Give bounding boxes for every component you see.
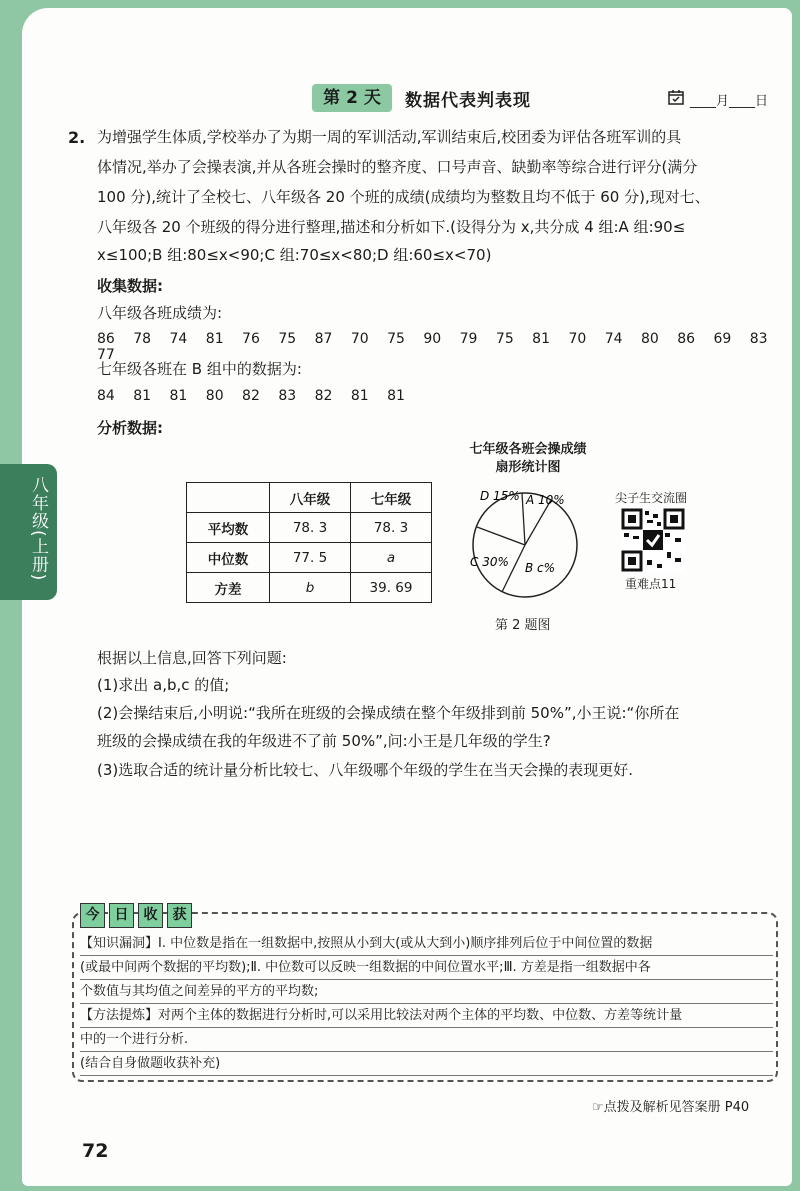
table-row-label: 中位数 xyxy=(187,543,270,573)
table-row xyxy=(187,543,432,573)
subq-3: (3)选取合适的统计量分析比较七、八年级哪个年级的学生在当天会操的表现更好. xyxy=(97,761,634,779)
subq-1: (1)求出 a,b,c 的值; xyxy=(97,676,230,694)
subq-lead: 根据以上信息,回答下列问题: xyxy=(97,649,287,667)
question-intro-line-4: 八年级各 20 个班级的得分进行整理,描述和分析如下.(设得分为 x,共分成 4 组:A 组:90≤ xyxy=(97,218,686,236)
question-intro-line-1: 为增强学生体质,学校举办了为期一周的军训活动,军训结束后,校团委为评估各班军训的具 xyxy=(97,128,682,146)
summary-line-4: 【方法提炼】对两个主体的数据进行分析时,可以采用比较法对两个主体的平均数、中位数、方差等统计量 xyxy=(80,1004,773,1028)
summary-line-3: 个数值与其均值之间差异的平方的平均数; xyxy=(80,980,773,1004)
table-cell: b xyxy=(270,573,351,603)
table-row xyxy=(187,513,432,543)
pie-divider xyxy=(477,527,525,545)
table-cell: 78. 3 xyxy=(351,513,432,543)
summary-title-char: 获 xyxy=(167,903,192,928)
summary-line-2: (或最中间两个数据的平均数);Ⅱ. 中位数可以反映一组数据的中间位置水平;Ⅲ. 方差是指一组数据中各 xyxy=(80,956,773,980)
day-badge: 第 2 天 xyxy=(312,84,392,112)
page-title: 数据代表判表现 xyxy=(405,91,531,111)
qr-code-icon[interactable] xyxy=(621,508,685,572)
pie-slice-label-b: B c% xyxy=(525,561,556,575)
side-tab-label: 八年级(上册) xyxy=(28,476,48,582)
question-intro-line-5: x≤100;B 组:80≤x<90;C 组:70≤x<80;D 组:60≤x<70) xyxy=(97,246,492,264)
page-number: 72 xyxy=(82,1140,109,1162)
summary-title-char: 日 xyxy=(109,903,134,928)
grade8-scores: 86 78 74 81 76 75 87 70 75 90 79 75 81 70 74 80 86 69 83 77 xyxy=(97,331,768,363)
stats-table xyxy=(186,482,432,603)
pie-slice-label-a: A 10% xyxy=(526,493,565,507)
question-number: 2. xyxy=(68,128,86,147)
summary-title-char: 今 xyxy=(80,903,105,928)
question-intro-line-2: 体情况,举办了会操表演,并从各班会操时的整齐度、口号声音、缺勤率等综合进行评分(满分 xyxy=(97,158,698,176)
grade8-label: 八年级各班成绩为: xyxy=(97,304,223,322)
pie-title-line-2: 扇形统计图 xyxy=(495,460,561,475)
collect-label: 收集数据: xyxy=(97,277,163,295)
date-fields: ____月____日 xyxy=(690,94,769,109)
qr-label: 尖子生交流圈 xyxy=(615,491,688,505)
summary-title xyxy=(80,903,192,928)
grade7-label: 七年级各班在 B 组中的数据为: xyxy=(97,360,302,378)
summary-line-1: 【知识漏洞】Ⅰ. 中位数是指在一组数据中,按照从小到大(或从大到小)顺序排列后位于中间位置的数据 xyxy=(80,932,773,956)
question-intro-line-3: 100 分),统计了全校七、八年级各 20 个班的成绩(成绩均为整数且均不低于 60 分),现对七、 xyxy=(97,188,710,206)
table-cell: 39. 69 xyxy=(351,573,432,603)
grade7-scores: 84 81 81 80 82 83 82 81 81 xyxy=(97,388,405,404)
summary-title-char: 收 xyxy=(138,903,163,928)
table-header-cell: 七年级 xyxy=(351,483,432,513)
table-cell: 78. 3 xyxy=(270,513,351,543)
figure-caption: 第 2 题图 xyxy=(495,618,551,633)
table-header-cell xyxy=(187,483,270,513)
pie-slice-label-d: D 15% xyxy=(480,489,520,503)
answer-reference: ☞点拨及解析见答案册 P40 xyxy=(592,1100,750,1115)
table-row xyxy=(187,573,432,603)
table-cell: a xyxy=(351,543,432,573)
pie-chart xyxy=(460,480,590,610)
analyze-label: 分析数据: xyxy=(97,419,163,437)
pie-title-line-1: 七年级各班会操成绩 xyxy=(469,442,587,457)
qr-caption: 重难点11 xyxy=(625,577,677,591)
pie-slice-label-c: C 30% xyxy=(470,555,509,569)
subq-2-line-2: 班级的会操成绩在我的年级进不了前 50%”,问:小王是几年级的学生? xyxy=(97,732,551,750)
summary-line-6[interactable]: (结合自身做题收获补充) xyxy=(80,1052,773,1076)
pie-title xyxy=(448,441,608,477)
subq-2-line-1: (2)会操结束后,小明说:“我所在班级的会操成绩在整个年级排到前 50%”,小王说:“你所在 xyxy=(97,704,680,722)
table-header-cell: 八年级 xyxy=(270,483,351,513)
table-row-label: 平均数 xyxy=(187,513,270,543)
summary-line-5: 中的一个进行分析. xyxy=(80,1028,773,1052)
pie-divider xyxy=(522,493,525,545)
table-row-label: 方差 xyxy=(187,573,270,603)
table-cell: 77. 5 xyxy=(270,543,351,573)
table-header-row xyxy=(187,483,432,513)
calendar-icon xyxy=(668,89,684,105)
